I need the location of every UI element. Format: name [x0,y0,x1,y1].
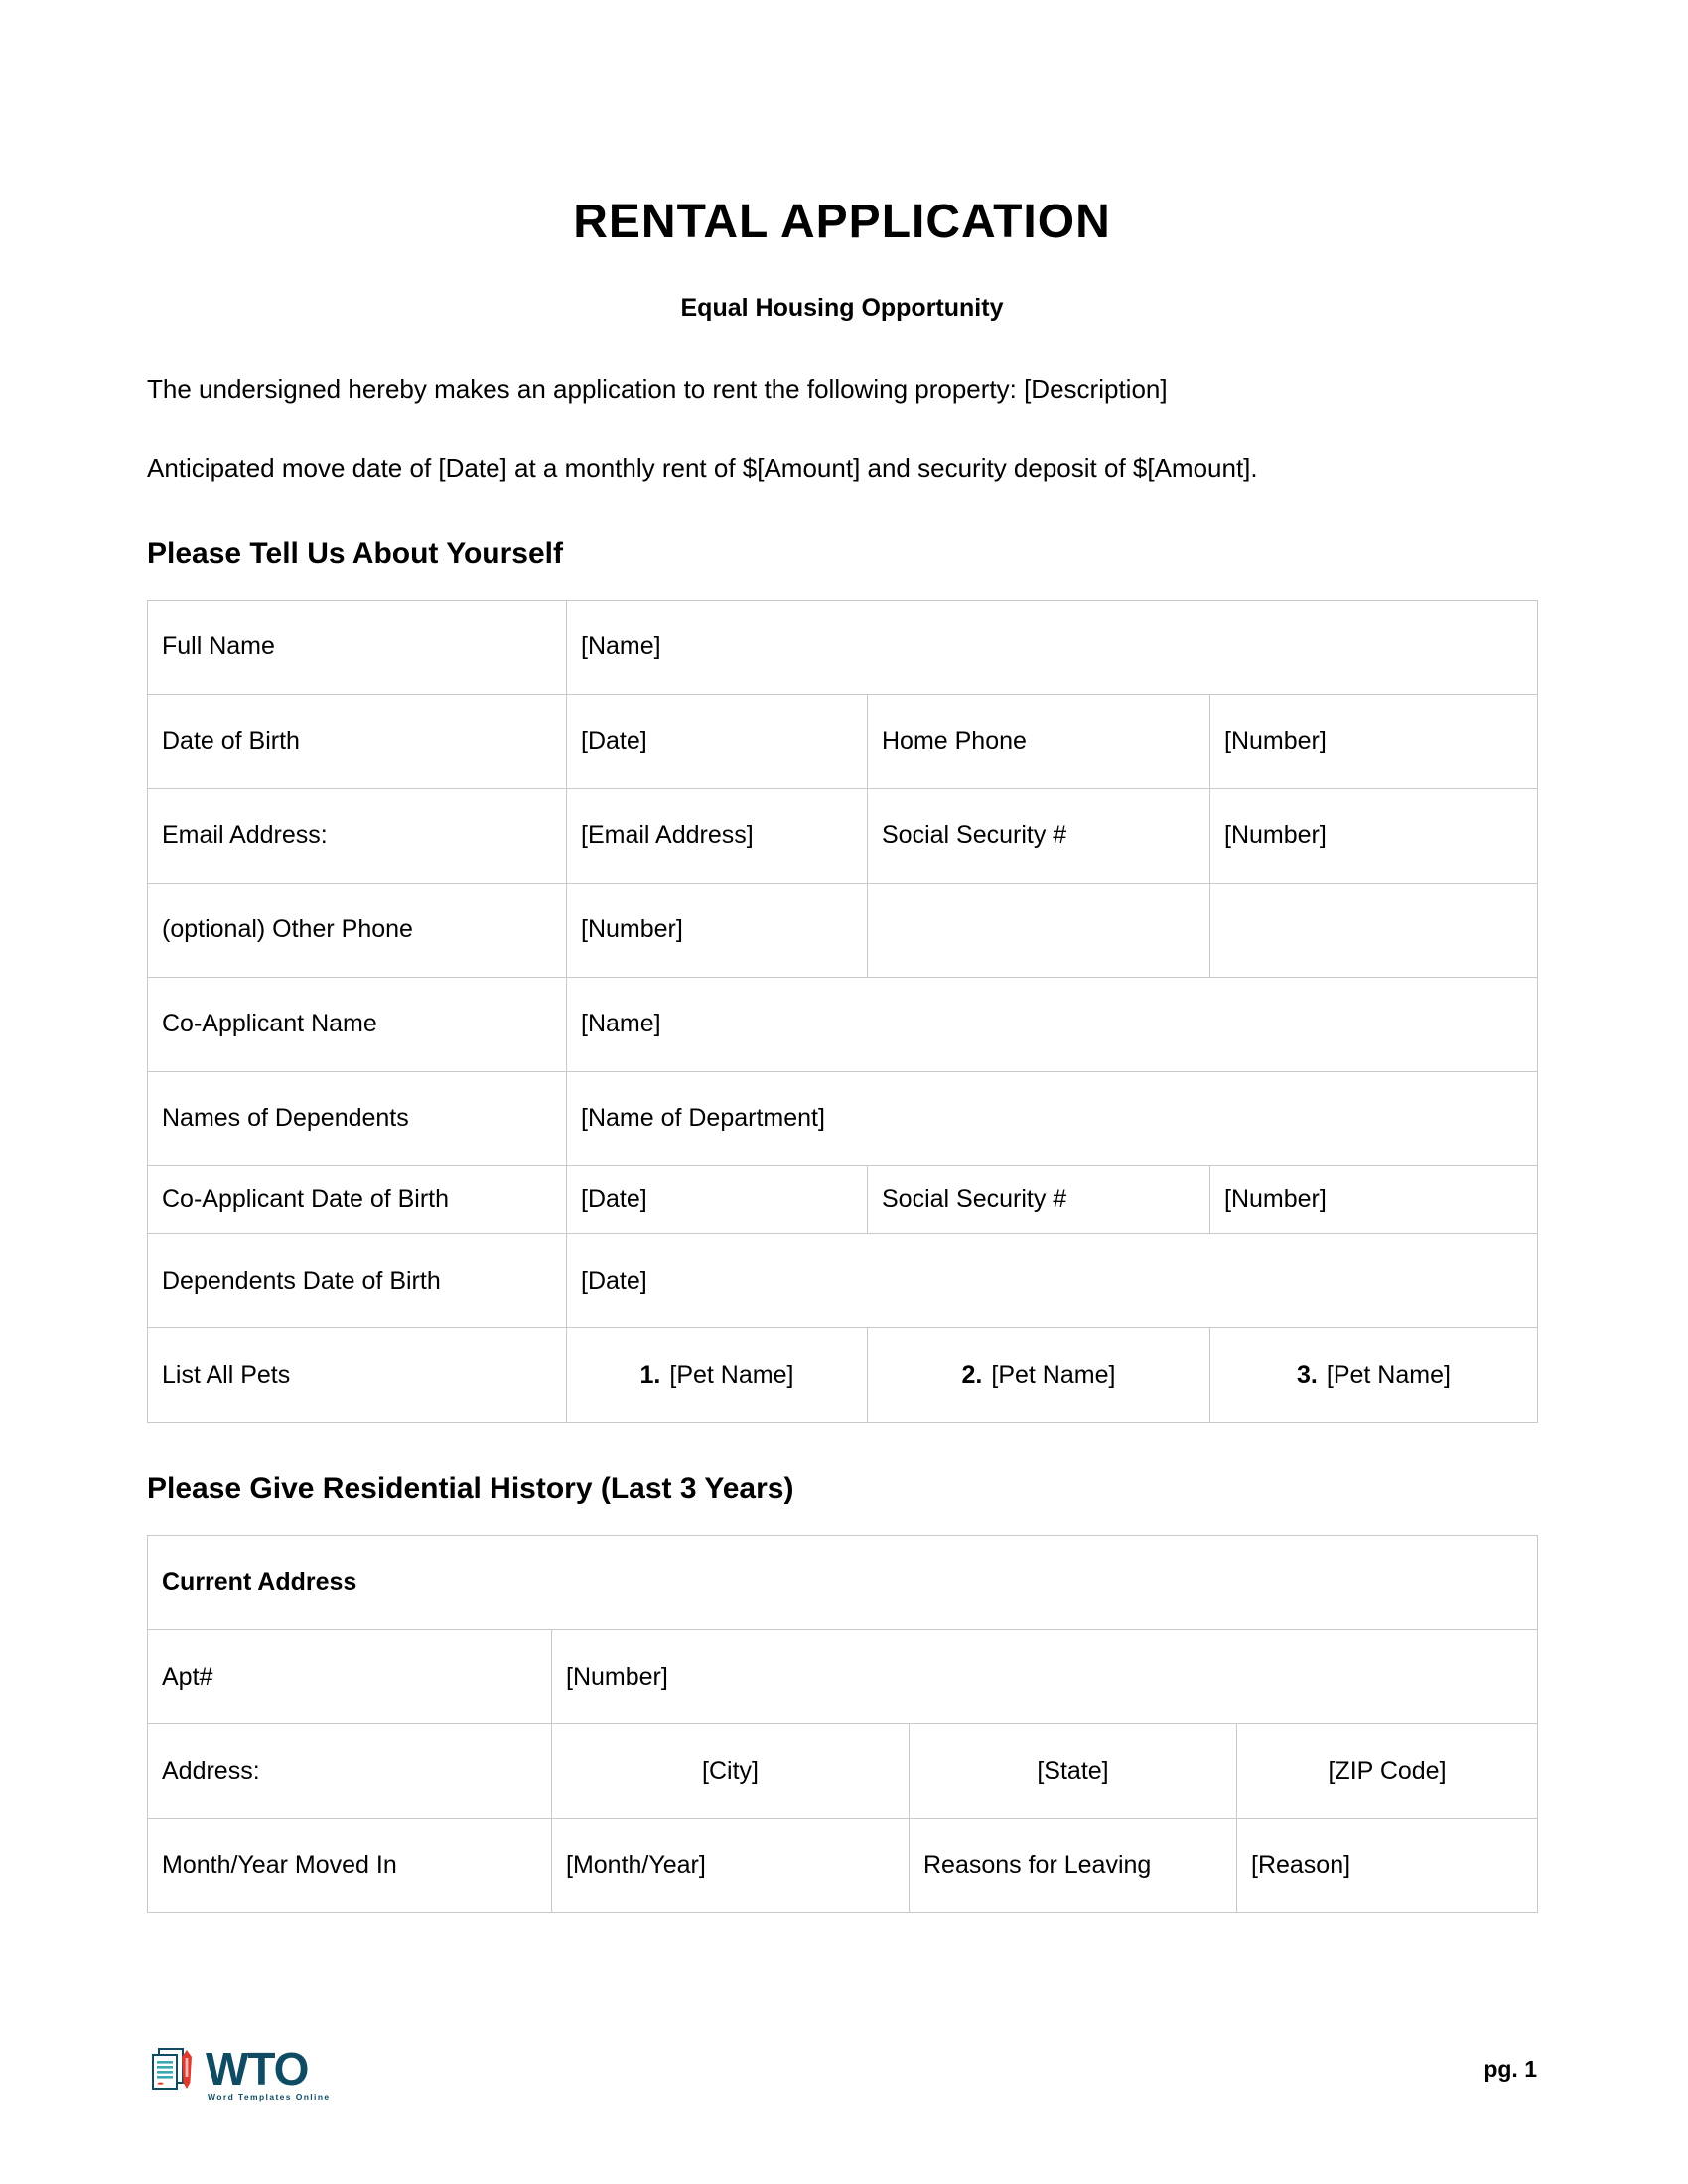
state-value[interactable]: [State] [910,1724,1237,1819]
list-all-pets-label: List All Pets [148,1328,567,1423]
dependents-dob-value[interactable]: [Date] [567,1234,1538,1328]
logo-text-block [206,2042,331,2102]
pet-1-number: 1. [639,1360,661,1389]
table-row [148,694,1538,788]
table-row [148,1724,1538,1819]
pet-2-value: [Pet Name] [991,1360,1116,1389]
pet-3-number: 3. [1297,1360,1318,1389]
table-row [148,1328,1538,1423]
pet-2-cell[interactable] [868,1328,1210,1423]
page-footer [0,2020,1688,2139]
table-row [148,1071,1538,1165]
coapplicant-dob-label: Co-Applicant Date of Birth [148,1165,567,1234]
current-address-header: Current Address [148,1536,1538,1630]
pet-1-cell[interactable] [567,1328,868,1423]
dependents-names-label: Names of Dependents [148,1071,567,1165]
logo-tagline: Word Templates Online [208,2092,331,2102]
home-phone-label: Home Phone [868,694,1210,788]
other-phone-label: (optional) Other Phone [148,883,567,977]
page-title: RENTAL APPLICATION [573,196,1111,248]
table-row [148,883,1538,977]
apt-number-label: Apt# [148,1630,552,1724]
apt-number-value[interactable]: [Number] [552,1630,1538,1724]
pet-2-number: 2. [961,1360,983,1389]
address-label: Address: [148,1724,552,1819]
date-of-birth-label: Date of Birth [148,694,567,788]
residential-history-table [147,1535,1538,1913]
document-content [147,0,1537,1913]
email-address-label: Email Address: [148,788,567,883]
document-pen-icon [147,2044,203,2102]
coapplicant-name-label: Co-Applicant Name [148,977,567,1071]
coapplicant-dob-value[interactable]: [Date] [567,1165,868,1234]
social-security-label: Social Security # [868,788,1210,883]
social-security-value[interactable]: [Number] [1210,788,1538,883]
pet-1-value: [Pet Name] [669,1360,794,1389]
table-row [148,1819,1538,1913]
page-number: pg. 1 [1483,2056,1537,2082]
reasons-for-leaving-value[interactable]: [Reason] [1237,1819,1538,1913]
table-row [148,600,1538,694]
city-value[interactable]: [City] [552,1724,910,1819]
table-row [148,788,1538,883]
empty-cell[interactable] [868,883,1210,977]
full-name-label: Full Name [148,600,567,694]
table-row [148,1165,1538,1234]
document-subtitle: Equal Housing Opportunity [680,293,1004,322]
section-heading-personal: Please Tell Us About Yourself [147,536,564,570]
table-row [148,1234,1538,1328]
dependents-names-value[interactable]: [Name of Department] [567,1071,1538,1165]
empty-cell[interactable] [1210,883,1538,977]
coapplicant-ssn-label: Social Security # [868,1165,1210,1234]
personal-information-table [147,600,1538,1424]
table-row [148,1536,1538,1630]
moved-in-label: Month/Year Moved In [148,1819,552,1913]
logo-wordmark: WTO [206,2042,309,2095]
intro-paragraph: The undersigned hereby makes an application to rent the following property: [Description] [147,373,1168,404]
table-row [148,1630,1538,1724]
coapplicant-name-value[interactable]: [Name] [567,977,1538,1071]
full-name-value[interactable]: [Name] [567,600,1538,694]
pet-3-value: [Pet Name] [1326,1360,1451,1389]
moved-in-value[interactable]: [Month/Year] [552,1819,910,1913]
email-address-value[interactable]: [Email Address] [567,788,868,883]
home-phone-value[interactable]: [Number] [1210,694,1538,788]
wto-logo[interactable] [147,2044,331,2102]
pet-3-cell[interactable] [1210,1328,1538,1423]
coapplicant-ssn-value[interactable]: [Number] [1210,1165,1538,1234]
other-phone-value[interactable]: [Number] [567,883,868,977]
terms-paragraph: Anticipated move date of [Date] at a monthly rent of $[Amount] and security deposit of $[Amount]. [147,452,1258,482]
reasons-for-leaving-label: Reasons for Leaving [910,1819,1237,1913]
section-heading-residential: Please Give Residential History (Last 3 Years) [147,1472,794,1506]
dependents-dob-label: Dependents Date of Birth [148,1234,567,1328]
table-row [148,977,1538,1071]
date-of-birth-value[interactable]: [Date] [567,694,868,788]
zip-code-value[interactable]: [ZIP Code] [1237,1724,1538,1819]
